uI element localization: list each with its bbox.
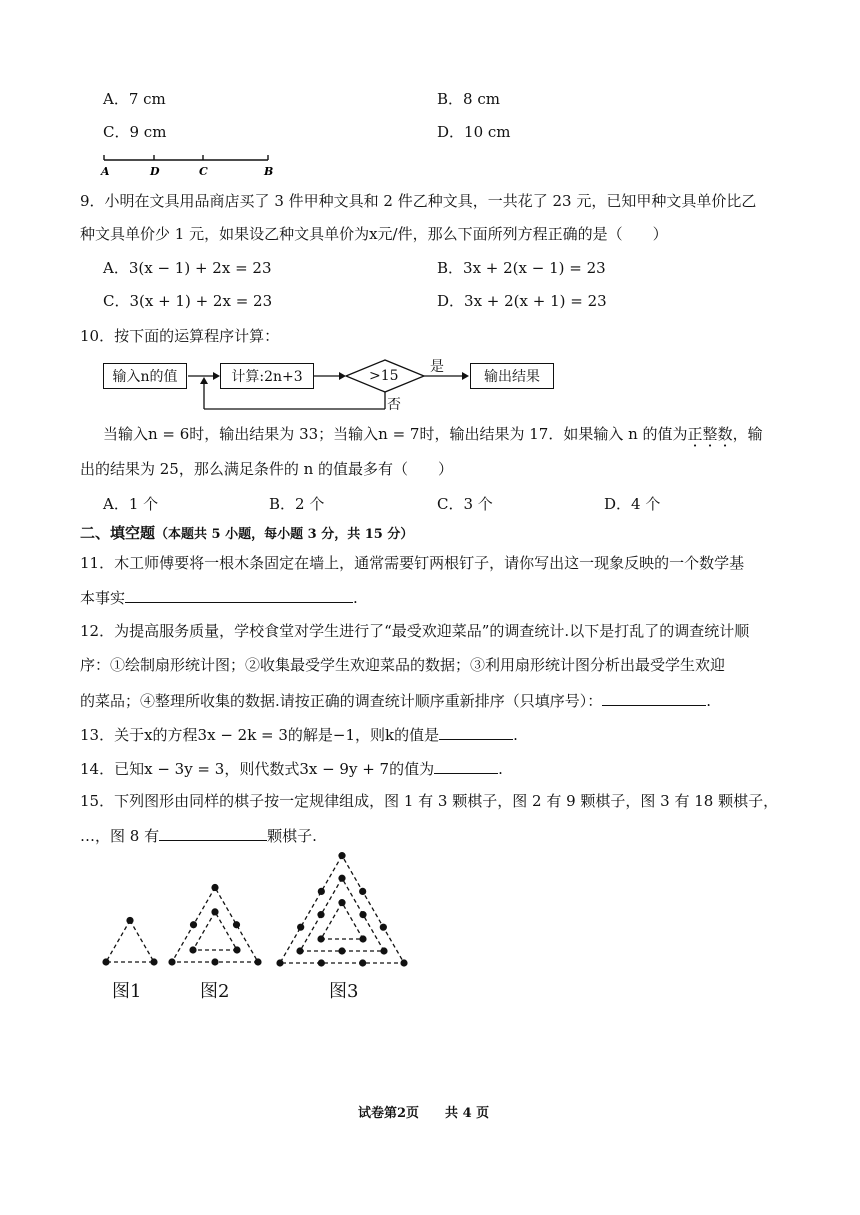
chess-piece — [211, 884, 218, 891]
q11-line2-text: 本事实 — [80, 589, 126, 607]
q12-line3-text: 的菜品；④整理所收集的数据.请按正确的调查统计顺序重新排序（只填序号）： — [80, 692, 603, 710]
fig2-inner-outline — [193, 912, 237, 950]
q11-line2 — [80, 586, 358, 608]
q15-answer-blank[interactable] — [159, 824, 267, 841]
chess-piece — [318, 959, 325, 966]
chess-piece — [359, 959, 366, 966]
flow-output-box: 输出结果 — [470, 363, 554, 389]
q14-tail: . — [498, 760, 503, 778]
q9-option-c: C．3(x + 1) + 2x = 23 — [103, 292, 273, 310]
section-heading — [80, 523, 413, 545]
chess-piece — [211, 908, 218, 915]
q13-line — [80, 723, 518, 745]
q8-option-c: C．9 cm — [103, 123, 167, 141]
figure-label-1: 图1 — [112, 981, 142, 1002]
segment-label-c: C — [199, 165, 208, 178]
q9-option-d: D．3x + 2(x + 1) = 23 — [437, 292, 607, 310]
section-note: （本题共 5 小题，每小题 3 分，共 15 分） — [155, 527, 414, 542]
q14-answer-blank[interactable] — [434, 757, 498, 774]
q10-line1 — [103, 424, 763, 444]
q15-line2 — [80, 824, 317, 846]
q10-emphasis — [688, 425, 733, 443]
emphasis-char: 数 — [717, 425, 733, 443]
section-title: 二、填空题 — [80, 524, 156, 542]
q8-option-d: D．10 cm — [437, 123, 511, 141]
fig3-inner-outline — [321, 903, 363, 939]
chess-piece — [254, 958, 261, 965]
chess-piece — [359, 911, 366, 918]
chess-piece — [276, 959, 283, 966]
q12-answer-blank[interactable] — [602, 689, 706, 706]
q13-answer-blank[interactable] — [439, 723, 513, 740]
chess-piece — [318, 888, 325, 895]
chess-piece — [150, 958, 157, 965]
fig1-tri-outline — [106, 920, 154, 962]
flow-condition-label: >15 — [369, 368, 399, 384]
fig3-middle-outline — [300, 878, 384, 951]
q11-line1: 11．木工师傅要将一根木条固定在墙上，通常需要钉两根钉子，请你写出这一现象反映的一个数学基 — [80, 554, 745, 572]
figure-label-3: 图3 — [329, 981, 359, 1002]
chess-piece — [359, 888, 366, 895]
q11-answer-blank[interactable] — [125, 586, 353, 603]
q9-option-b: B．3x + 2(x − 1) = 23 — [437, 259, 606, 277]
emphasis-char: 整 — [702, 425, 718, 443]
chess-piece — [189, 946, 196, 953]
q11-tail: . — [353, 589, 358, 607]
chess-piece — [297, 924, 304, 931]
figure-1 — [102, 917, 157, 966]
chess-piece — [317, 911, 324, 918]
chess-piece — [126, 917, 133, 924]
q9-stem-line1: 9．小明在文具用品商店买了 3 件甲种文具和 2 件乙种文具，一共花了 23 元，已知甲种文具单价比乙 — [80, 192, 757, 210]
fig3-outer-outline — [280, 856, 404, 963]
chess-piece — [338, 899, 345, 906]
q10-option-d: D．4 个 — [604, 495, 661, 513]
flow-input-box: 输入n的值 — [103, 363, 187, 389]
chess-triangle-figures — [95, 850, 425, 1010]
segment-diagram — [98, 150, 283, 178]
chess-piece — [400, 959, 407, 966]
segment-label-d: D — [150, 165, 160, 178]
chess-piece — [233, 921, 240, 928]
q15-line1: 15．下列图形由同样的棋子按一定规律组成，图 1 有 3 颗棋子，图 2 有 9 颗棋子，图 3 有 18 颗棋子， — [80, 792, 779, 810]
q12-line2: 序：①绘制扇形统计图；②收集最受学生欢迎菜品的数据；③利用扇形统计图分析出最受学生欢迎 — [80, 656, 726, 674]
q12-line1: 12．为提高服务质量，学校食堂对学生进行了“最受欢迎菜品”的调查统计.以下是打乱了的调查统计顺 — [80, 622, 750, 640]
q9-option-a: A．3(x − 1) + 2x = 23 — [103, 259, 272, 277]
q10-stem: 10．按下面的运算程序计算： — [80, 327, 280, 345]
page-footer: 试卷第2页 共 4 页 — [358, 1106, 490, 1121]
flow-no-label: 否 — [387, 397, 401, 413]
q13-tail: . — [513, 726, 518, 744]
q14-text: 14．已知x − 3y = 3，则代数式3x − 9y + 7的值为 — [80, 760, 435, 778]
q10-line1-pre: 当输入n = 6时，输出结果为 33；当输入n = 7时，输出结果为 17．如果输入 n 的值为 — [103, 425, 688, 443]
q15-line2-pre: …，图 8 有 — [80, 827, 160, 845]
figure-3 — [276, 852, 407, 967]
chess-piece — [190, 921, 197, 928]
fig2-outer-outline — [172, 888, 258, 962]
chess-piece — [338, 875, 345, 882]
figure-label-2: 图2 — [200, 981, 230, 1002]
chess-piece — [233, 946, 240, 953]
q15-line2-post: 颗棋子. — [267, 827, 317, 845]
segment-label-a: A — [101, 165, 110, 178]
emphasis-char: 正 — [687, 425, 703, 443]
q10-option-b: B．2 个 — [269, 495, 325, 513]
q12-line3 — [80, 689, 711, 711]
q10-option-c: C．3 个 — [437, 495, 493, 513]
chess-piece — [380, 947, 387, 954]
chess-piece — [338, 947, 345, 954]
flow-calc-box: 计算:2n+3 — [220, 363, 314, 389]
chess-piece — [338, 852, 345, 859]
chess-piece — [102, 958, 109, 965]
q9-stem-line2: 种文具单价少 1 元，如果设乙种文具单价为x元/件，那么下面所列方程正确的是（ ） — [80, 225, 668, 243]
flow-yes-label: 是 — [430, 359, 444, 375]
q12-tail: . — [706, 692, 712, 710]
segment-label-b: B — [264, 165, 274, 178]
chess-piece — [359, 935, 366, 942]
q10-option-a: A．1 个 — [103, 495, 159, 513]
q8-option-a: A．7 cm — [103, 90, 166, 108]
figure-2 — [168, 884, 261, 966]
q13-text: 13．关于x的方程3x − 2k = 3的解是−1，则k的值是 — [80, 726, 440, 744]
q10-line2: 出的结果为 25，那么满足条件的 n 的值最多有（ ） — [80, 460, 454, 478]
q10-line1-post: ，输 — [732, 425, 763, 443]
q14-line — [80, 757, 503, 779]
chess-piece — [380, 924, 387, 931]
chess-piece — [168, 958, 175, 965]
chess-piece — [317, 935, 324, 942]
chess-piece — [211, 958, 218, 965]
q8-option-b: B．8 cm — [437, 90, 500, 108]
chess-piece — [296, 947, 303, 954]
